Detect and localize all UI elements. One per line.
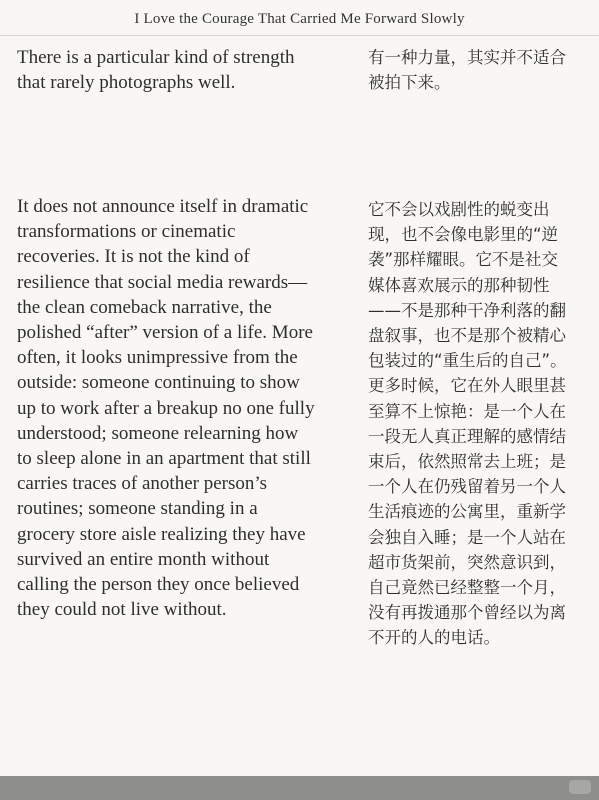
chinese-paragraph-2: 它不会以戏剧性的蜕变出现，也不会像电影里的“逆袭”那样耀眼。它不是社交媒体喜欢展示的那种韧性——不是那种干净利落的翻盘叙事，也不是那个被精心包装过的“重生后的自己”。更多时候，它在外人眼里甚至算不上惊艳：是一个人在一段无人真正理解的感情结束后，依然照常去上班；是一个人在仍残留着另一个人生活痕迹的公寓里，重新学会独自入睡；是一个人站在超市货架前，突然意识到，自己竟然已经整整一个月，没有再拨通那个曾经以为离不开的人的电话。 [368, 200, 567, 648]
english-paragraph-1: There is a particular kind of strength that rarely photographs well. [17, 47, 295, 94]
english-paragraph-2: It does not announce itself in dramatic transformations or cinematic recoveries. It is not the kind of resilience that social media rewards—the clean comeback narrative, the polished “after” version of a life. More often, it looks unimpressive from the outside: someone continuing to show up to work after a breakup no one fully understood; someone relearning how to sleep alone in an apartment that still carries traces of another person’s routines; someone standing in a grocery store aisle realizing they have survived an entire month without calling the person they once believed they could not live without. [17, 196, 315, 621]
chinese-paragraph-1: 有一种力量，其实并不适合被拍下来。 [368, 48, 566, 93]
watermark-badge [569, 780, 591, 794]
bottom-bar [0, 776, 599, 800]
header-divider [0, 35, 599, 36]
page-title: I Love the Courage That Carried Me Forward Slowly [134, 11, 465, 27]
